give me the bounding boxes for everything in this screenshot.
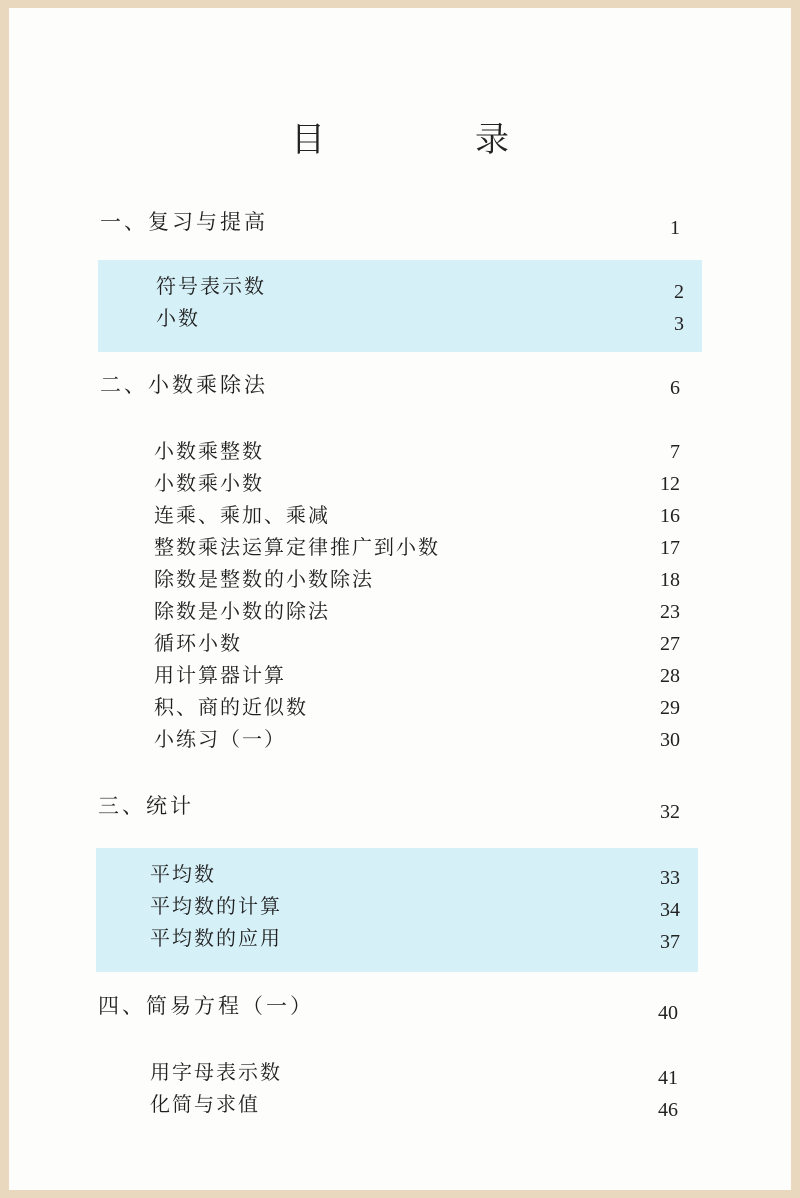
toc-item-2-5-page: 18 [660, 569, 680, 591]
toc-chapter-1-page: 1 [670, 217, 680, 239]
toc-item-4-1-page: 41 [658, 1067, 678, 1089]
toc-chapter-3-title[interactable]: 三、统计 [98, 794, 194, 818]
toc-chapter-2-page: 6 [670, 377, 680, 399]
toc-item-1-2-title[interactable]: 小数 [156, 306, 200, 330]
toc-item-2-10-page: 30 [660, 729, 680, 751]
toc-item-3-1-title[interactable]: 平均数 [150, 862, 216, 886]
toc-item-3-2-title[interactable]: 平均数的计算 [150, 894, 282, 918]
toc-item-2-5-title[interactable]: 除数是整数的小数除法 [154, 567, 374, 591]
toc-chapter-1-title[interactable]: 一、复习与提高 [100, 210, 268, 234]
toc-item-2-6-title[interactable]: 除数是小数的除法 [154, 599, 330, 623]
toc-item-3-2-page: 34 [660, 899, 680, 921]
toc-item-2-1-page: 7 [670, 441, 680, 463]
toc-item-2-3-title[interactable]: 连乘、乘加、乘减 [154, 503, 330, 527]
toc-chapter-4-title[interactable]: 四、简易方程（一） [98, 994, 314, 1018]
toc-item-3-3-page: 37 [660, 931, 680, 953]
toc-item-4-2-title[interactable]: 化简与求值 [150, 1092, 260, 1116]
toc-item-3-1-page: 33 [660, 867, 680, 889]
toc-item-4-2-page: 46 [658, 1099, 678, 1121]
toc-item-2-6-page: 23 [660, 601, 680, 623]
toc-item-2-2-page: 12 [660, 473, 680, 495]
toc-item-2-7-page: 27 [660, 633, 680, 655]
toc-chapter-3-page: 32 [660, 801, 680, 823]
toc-item-2-7-title[interactable]: 循环小数 [154, 631, 242, 655]
toc-item-2-3-page: 16 [660, 505, 680, 527]
toc-item-1-1-page: 2 [674, 281, 684, 303]
toc-item-1-1-title[interactable]: 符号表示数 [156, 274, 266, 298]
toc-chapter-2-title[interactable]: 二、小数乘除法 [100, 373, 268, 397]
toc-item-3-3-title[interactable]: 平均数的应用 [150, 926, 282, 950]
page-title: 目 录 [291, 120, 567, 160]
toc-item-2-9-title[interactable]: 积、商的近似数 [154, 695, 308, 719]
toc-item-2-4-title[interactable]: 整数乘法运算定律推广到小数 [154, 535, 440, 559]
toc-chapter-4-page: 40 [658, 1002, 678, 1024]
toc-item-2-2-title[interactable]: 小数乘小数 [154, 471, 264, 495]
toc-item-2-4-page: 17 [660, 537, 680, 559]
toc-item-2-10-title[interactable]: 小练习（一） [154, 727, 286, 751]
toc-item-1-2-page: 3 [674, 313, 684, 335]
toc-item-2-8-page: 28 [660, 665, 680, 687]
toc-item-2-1-title[interactable]: 小数乘整数 [154, 439, 264, 463]
toc-item-4-1-title[interactable]: 用字母表示数 [150, 1060, 282, 1084]
toc-item-2-9-page: 29 [660, 697, 680, 719]
toc-item-2-8-title[interactable]: 用计算器计算 [154, 663, 286, 687]
